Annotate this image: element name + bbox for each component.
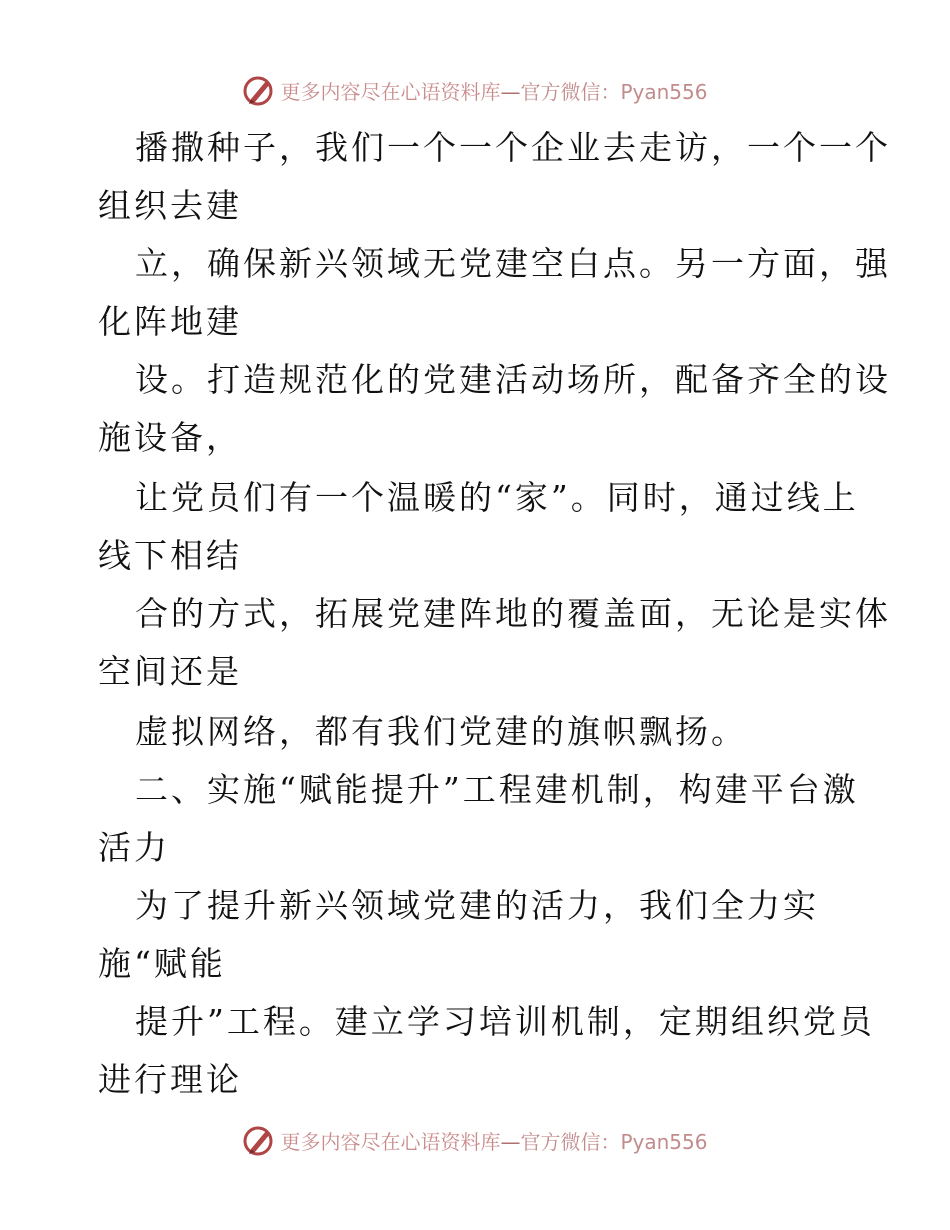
watermark-dash: — [500, 79, 521, 104]
text-line: 让党员们有一个温暖的“家”。同时，通过线上 [135, 478, 859, 517]
watermark-text: 更多内容尽在心语资料库 [280, 1129, 501, 1154]
text-line: 组织去建 [98, 186, 242, 225]
text-line: 虚拟网络，都有我们党建的旗帜飘扬。 [135, 712, 747, 751]
text-line: 为了提升新兴领域党建的活力，我们全力实 [135, 886, 819, 925]
text-line: 进行理论 [98, 1060, 242, 1099]
text-line: 活力 [98, 828, 170, 867]
header-watermark [0, 70, 950, 110]
watermark-contact: 官方微信：Pyan556 [520, 1129, 708, 1154]
pen-logo-icon [242, 1123, 276, 1157]
text-line: 立，确保新兴领域无党建空白点。另一方面，强 [135, 244, 891, 283]
text-line: 设。打造规范化的党建活动场所，配备齐全的设 [135, 360, 891, 399]
text-line: 合的方式，拓展党建阵地的覆盖面，无论是实体 [135, 594, 891, 633]
text-line: 提升”工程。建立学习培训机制，定期组织党员 [135, 1002, 875, 1041]
section-heading: 二、实施“赋能提升”工程建机制，构建平台激 [135, 770, 859, 809]
text-line: 播撒种子，我们一个一个企业去走访，一个一个 [135, 128, 891, 167]
watermark-text: 更多内容尽在心语资料库 [280, 79, 501, 104]
text-line: 线下相结 [98, 536, 242, 575]
text-line: 施“赋能 [98, 944, 226, 983]
text-line: 施设备， [98, 418, 242, 457]
pen-logo-icon [242, 73, 276, 107]
watermark-contact: 官方微信：Pyan556 [520, 79, 708, 104]
text-line: 空间还是 [98, 652, 242, 691]
watermark-dash: — [500, 1129, 521, 1154]
text-line: 化阵地建 [98, 302, 242, 341]
footer-watermark [0, 1120, 950, 1160]
